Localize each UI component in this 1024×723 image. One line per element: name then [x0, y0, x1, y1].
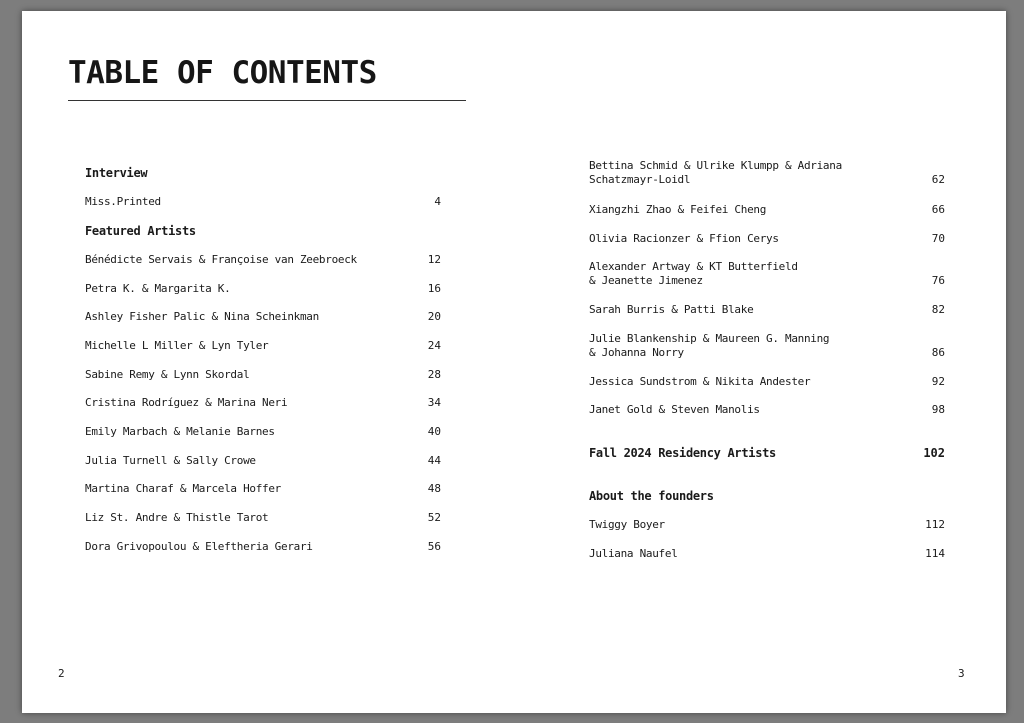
toc-entry [85, 195, 441, 209]
toc-entry-label: Cristina Rodríguez & Marina Neri [85, 396, 288, 409]
toc-entry-label: Emily Marbach & Melanie Barnes [85, 425, 275, 438]
toc-entry-label: Bettina Schmid & Ulrike Klumpp & Adriana Schatzmayr-Loidl [589, 159, 842, 186]
toc-entry-label: Michelle L Miller & Lyn Tyler [85, 339, 269, 352]
toc-entry-page: 40 [427, 425, 441, 438]
toc-entry-page: 112 [925, 518, 945, 531]
toc-entry [589, 403, 945, 417]
toc-entry-page: 20 [427, 310, 441, 323]
toc-entry [589, 518, 945, 532]
toc-entry-page: 92 [931, 375, 945, 388]
toc-entry-page: 28 [427, 368, 441, 381]
toc-entry-label: Julie Blankenship & Maureen G. Manning & Johanna Norry [589, 332, 830, 359]
toc-entry-label: Alexander Artway & KT Butterfield & Jeanette Jimenez [589, 260, 798, 287]
toc-entry-page: 52 [427, 511, 441, 524]
page-number-left: 2 [58, 667, 65, 680]
toc-entry-label: About the founders [589, 489, 714, 503]
page-number-right: 3 [958, 667, 965, 680]
spread-page [22, 11, 1006, 713]
toc-entry-label: Ashley Fisher Palic & Nina Scheinkman [85, 310, 319, 323]
toc-entry-page: 86 [931, 346, 945, 359]
toc-entry-label: Sabine Remy & Lynn Skordal [85, 368, 250, 381]
toc-entry-page: 16 [427, 282, 441, 295]
toc-entry-label: Xiangzhi Zhao & Feifei Cheng [589, 203, 767, 216]
toc-entry-label: Miss.Printed [85, 195, 161, 208]
toc-entry-page: 56 [427, 540, 441, 553]
toc-entry-page: 70 [931, 232, 945, 245]
toc-entry-page: 66 [931, 203, 945, 216]
toc-entry-page: 76 [931, 274, 945, 287]
toc-entry-label: Janet Gold & Steven Manolis [589, 403, 760, 416]
toc-entry [85, 310, 441, 324]
toc-entry-page: 114 [925, 547, 945, 560]
toc-entry-label: Dora Grivopoulou & Eleftheria Gerari [85, 540, 313, 553]
toc-entry [589, 489, 945, 503]
toc-entry-label: Julia Turnell & Sally Crowe [85, 454, 256, 467]
toc-entry-label: Fall 2024 Residency Artists [589, 446, 776, 460]
toc-entry [85, 282, 441, 296]
toc-entry-label: Sarah Burris & Patti Blake [589, 303, 754, 316]
toc-entry-label: Interview [85, 166, 148, 180]
toc-entry [589, 159, 945, 187]
toc-entry [85, 339, 441, 353]
toc-entry [589, 547, 945, 561]
toc-entry [589, 332, 945, 360]
toc-entry-label: Olivia Racionzer & Ffion Cerys [589, 232, 779, 245]
toc-entry-page: 44 [427, 454, 441, 467]
toc-entry-page: 102 [923, 446, 945, 460]
toc-entry [589, 375, 945, 389]
toc-entry-page: 24 [427, 339, 441, 352]
toc-entry [589, 303, 945, 317]
toc-entry-page: 82 [931, 303, 945, 316]
page-title: TABLE OF CONTENTS [68, 55, 377, 91]
toc-entry [85, 368, 441, 382]
toc-entry [85, 253, 441, 267]
toc-entry-label: Martina Charaf & Marcela Hoffer [85, 482, 281, 495]
toc-entry-label: Featured Artists [85, 224, 196, 238]
toc-entry-page: 62 [931, 173, 945, 186]
toc-entry-page: 34 [427, 396, 441, 409]
toc-entry [85, 511, 441, 525]
toc-entry [85, 540, 441, 554]
toc-entry [589, 260, 945, 288]
title-underline [68, 100, 466, 101]
toc-entry-label: Bénédicte Servais & Françoise van Zeebroeck [85, 253, 357, 266]
toc-entry-label: Twiggy Boyer [589, 518, 665, 531]
toc-entry-page: 12 [427, 253, 441, 266]
toc-entry-page: 4 [434, 195, 441, 208]
toc-entry-page: 48 [427, 482, 441, 495]
toc-entry [85, 482, 441, 496]
toc-entry-label: Juliana Naufel [589, 547, 678, 560]
toc-entry [589, 203, 945, 217]
toc-entry [85, 396, 441, 410]
toc-entry-label: Jessica Sundstrom & Nikita Andester [589, 375, 811, 388]
toc-entry-page: 98 [931, 403, 945, 416]
toc-entry [85, 166, 441, 180]
toc-entry [85, 454, 441, 468]
toc-entry-label: Liz St. Andre & Thistle Tarot [85, 511, 269, 524]
toc-entry [85, 224, 441, 238]
toc-entry-label: Petra K. & Margarita K. [85, 282, 231, 295]
toc-entry [85, 425, 441, 439]
toc-entry [589, 446, 945, 460]
toc-entry [589, 232, 945, 246]
